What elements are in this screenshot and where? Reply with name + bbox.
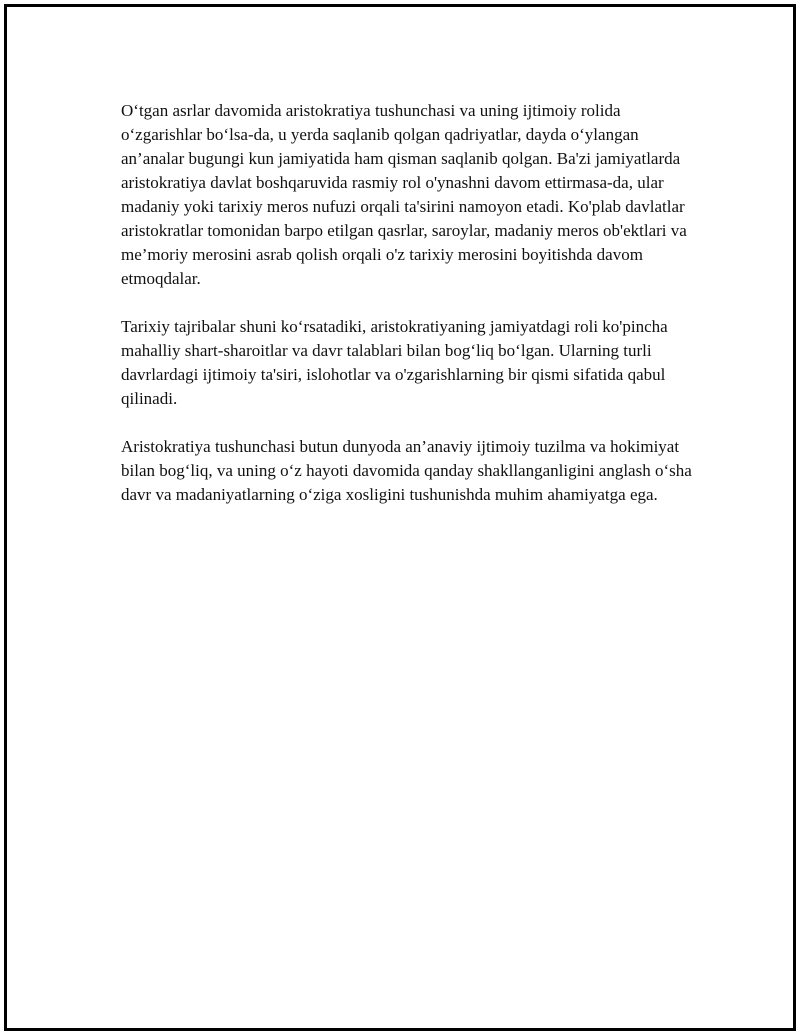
paragraph-3: Aristokratiya tushunchasi butun dunyoda an’anaviy ijtimoiy tuzilma va hokimiyat bilan bog‘liq, va uning o‘z hayoti davomida qanday shakllanganligini anglash o‘sha davr va madaniyatlarning o‘ziga xosligini tushunishda muhim ahamiyatga ega. bbox=[121, 437, 692, 504]
paragraph-2: Tarixiy tajribalar shuni ko‘rsatadiki, aristokratiyaning jamiyatdagi roli ko'pincha mahalliy shart-sharoitlar va davr talablari bilan bog‘liq bo‘lgan. Ularning turli davrlardagi ijtimoiy ta'siri, islohotlar va o'zgarishlarning bir qismi sifatida qabul qilinadi. bbox=[121, 317, 668, 408]
page-frame bbox=[4, 4, 796, 1031]
document-body bbox=[121, 99, 693, 531]
paragraph-1: O‘tgan asrlar davomida aristokratiya tushunchasi va uning ijtimoiy rolida o‘zgarishlar bo‘lsa-da, u yerda saqlanib qolgan qadriyatlar, dayda o‘ylangan an’analar bugungi kun jamiyatida ham qisman saqlanib qolgan. Ba'zi jamiyatlarda aristokratiya davlat boshqaruvida rasmiy rol o'ynashni davom ettirmasa-da, ular madaniy yoki tarixiy meros nufuzi orqali ta'sirini namoyon etadi. Ko'plab davlatlar aristokratlar tomonidan barpo etilgan qasrlar, saroylar, madaniy meros ob'ektlari va me’moriy merosini asrab qolish orqali o'z tarixiy merosini boyitishda davom etmoqdalar. bbox=[121, 101, 687, 288]
